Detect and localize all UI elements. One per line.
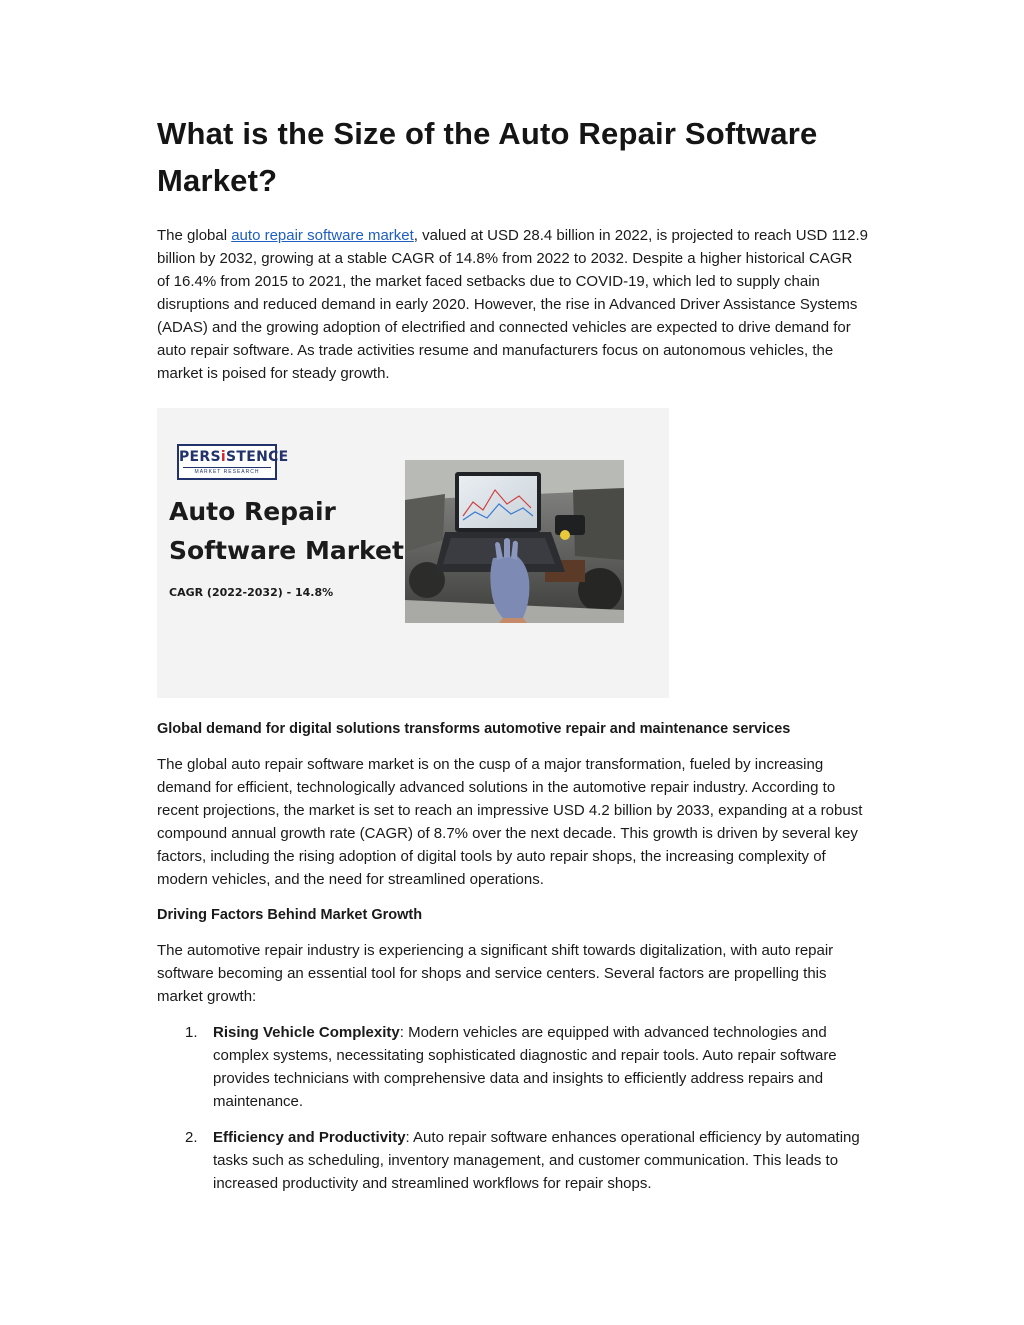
section1-paragraph: The global auto repair software market is on the cusp of a major transformation, fueled by increasing demand for efficient, technologically advanced solutions in the automotive repair industry. According to recent projections, the market is set to reach an impressive USD 4.2 billion by 2033, expanding at a robust compound annual growth rate (CAGR) of 8.7% over the next decade. This growth is driven by several key factors, including the rising adoption of digital tools by auto repair shops, the increasing complexity of modern vehicles, and the need for streamlined operations. [157, 756, 863, 888]
section2-heading: Driving Factors Behind Market Growth [157, 907, 423, 923]
logo-wordmark: PERSiSTENCE [179, 449, 289, 465]
list-text: : Modern vehicles are equipped with advanced technologies and complex systems, necessitating sophisticated diagnostic and repair tools. Auto repair software provides technicians with comprehensive data and insights to efficiently address repairs and maintenance. [213, 1024, 837, 1110]
list-term: Rising Vehicle Complexity [213, 1024, 400, 1041]
banner-cagr: CAGR (2022-2032) - 14.8% [169, 586, 334, 599]
intro-rest: , valued at USD 28.4 billion in 2022, is projected to reach USD 112.9 billion by 2032, growing at a stable CAGR of 14.8% from 2022 to 2032. Despite a higher historical CAGR of 16.4% from 2015 to 2021, the market faced setbacks due to COVID-19, which led to supply chain disruptions and reduced demand in early 2020. However, the rise in Advanced Driver Assistance Systems (ADAS) and the growing adoption of electrified and connected vehicles are expected to drive demand for auto repair software. As trade activities resume and manufacturers focus on autonomous vehicles, the market is poised for steady growth. [157, 227, 868, 382]
list-item [157, 1126, 869, 1195]
banner-title: Auto Repair Software Market [169, 497, 404, 565]
list-item [157, 1021, 869, 1113]
persistence-logo [177, 444, 289, 480]
mechanic-laptop-photo [405, 460, 624, 623]
section2-paragraph: The automotive repair industry is experiencing a significant shift towards digitalization, with auto repair software becoming an essential tool for shops and service centers. Several factors are propelling this market growth: [157, 942, 834, 1005]
intro-paragraph [157, 224, 869, 385]
logo-subtitle: MARKET RESEARCH [183, 467, 271, 475]
growth-factors-list [157, 1021, 869, 1195]
list-number: 2. [185, 1129, 198, 1146]
market-banner-image [157, 408, 669, 698]
list-text: : Auto repair software enhances operational efficiency by automating tasks such as scheduling, inventory management, and customer communication. This leads to increased productivity and streamlined workflows for repair shops. [213, 1129, 860, 1192]
list-number: 1. [185, 1024, 198, 1041]
list-term: Efficiency and Productivity [213, 1129, 406, 1146]
market-link[interactable]: auto repair software market [231, 227, 414, 244]
section1-heading: Global demand for digital solutions transforms automotive repair and maintenance services [157, 721, 791, 737]
page-title: What is the Size of the Auto Repair Software Market? [157, 116, 818, 198]
intro-prefix: The global [157, 227, 232, 244]
article [157, 110, 869, 1208]
